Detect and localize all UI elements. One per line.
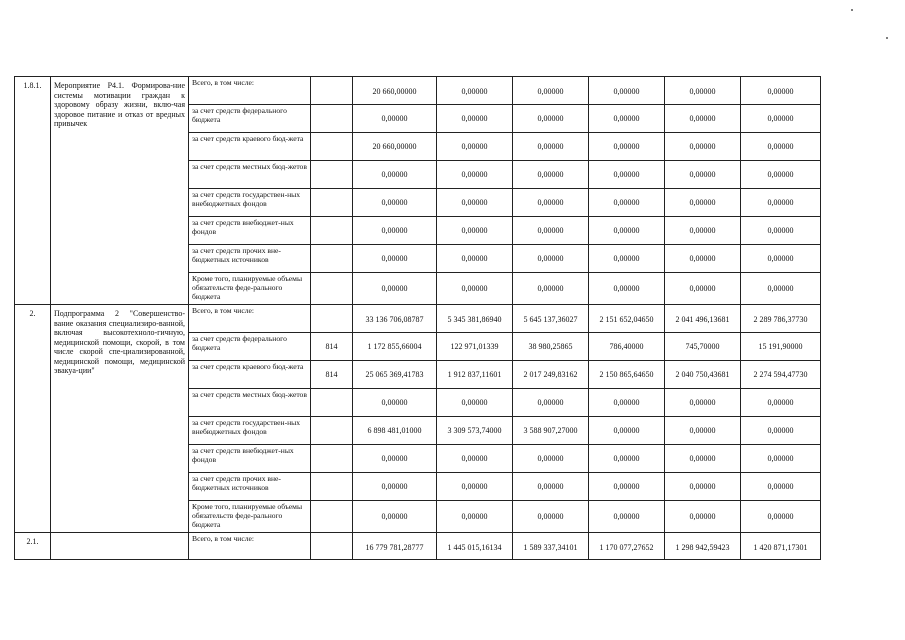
- amount-cell: 0,00000: [513, 445, 589, 473]
- amount-cell: 20 660,00000: [353, 77, 437, 105]
- amount-cell: 25 065 369,41783: [353, 361, 437, 389]
- funding-source: за счет средств краевого бюд-жета: [189, 133, 311, 161]
- funding-source: за счет средств федерального бюджета: [189, 333, 311, 361]
- amount-cell: 15 191,90000: [741, 333, 821, 361]
- row-index: 2.1.: [15, 533, 51, 560]
- funding-source: за счет средств прочих вне-бюджетных источников: [189, 245, 311, 273]
- amount-cell: 0,00000: [513, 77, 589, 105]
- amount-cell: 1 589 337,34101: [513, 533, 589, 560]
- amount-cell: 1 172 855,66004: [353, 333, 437, 361]
- amount-cell: 0,00000: [665, 133, 741, 161]
- budget-code: [311, 473, 353, 501]
- amount-cell: 0,00000: [741, 501, 821, 533]
- amount-cell: 2 041 496,13681: [665, 305, 741, 333]
- amount-cell: 0,00000: [665, 105, 741, 133]
- amount-cell: 0,00000: [665, 473, 741, 501]
- amount-cell: 0,00000: [741, 389, 821, 417]
- amount-cell: 0,00000: [353, 273, 437, 305]
- table-row: [15, 533, 821, 560]
- row-index: 1.8.1.: [15, 77, 51, 305]
- amount-cell: 6 898 481,01000: [353, 417, 437, 445]
- amount-cell: 0,00000: [353, 473, 437, 501]
- amount-cell: 0,00000: [437, 389, 513, 417]
- funding-source: Кроме того, планируемые объемы обязательств феде-рального бюджета: [189, 273, 311, 305]
- program-name: [51, 533, 189, 560]
- funding-source: за счет средств краевого бюд-жета: [189, 361, 311, 389]
- amount-cell: 0,00000: [437, 445, 513, 473]
- amount-cell: 0,00000: [589, 245, 665, 273]
- amount-cell: 0,00000: [437, 189, 513, 217]
- amount-cell: 0,00000: [665, 245, 741, 273]
- amount-cell: 0,00000: [589, 105, 665, 133]
- amount-cell: 0,00000: [665, 445, 741, 473]
- amount-cell: 0,00000: [353, 105, 437, 133]
- amount-cell: 0,00000: [589, 417, 665, 445]
- amount-cell: 20 660,00000: [353, 133, 437, 161]
- table-row: [15, 77, 821, 105]
- funding-source: за счет средств внебюджет-ных фондов: [189, 445, 311, 473]
- amount-cell: 0,00000: [589, 445, 665, 473]
- amount-cell: 0,00000: [589, 133, 665, 161]
- amount-cell: 1 420 871,17301: [741, 533, 821, 560]
- amount-cell: 0,00000: [665, 77, 741, 105]
- amount-cell: 0,00000: [665, 501, 741, 533]
- amount-cell: 0,00000: [741, 189, 821, 217]
- amount-cell: 0,00000: [665, 273, 741, 305]
- budget-code: [311, 445, 353, 473]
- amount-cell: 0,00000: [741, 217, 821, 245]
- amount-cell: 0,00000: [741, 133, 821, 161]
- amount-cell: 0,00000: [741, 161, 821, 189]
- amount-cell: 2 040 750,43681: [665, 361, 741, 389]
- program-name: Подпрограмма 2 "Совершенство-вание оказания специализиро-ванной, включая высокотехноло-гичную, медицинской помощи, скорой, в том числе скорой спе-циализированной, медицинской помощи, медицинской эвакуа-ции": [51, 305, 189, 533]
- amount-cell: 3 588 907,27000: [513, 417, 589, 445]
- funding-source: за счет средств федерального бюджета: [189, 105, 311, 133]
- amount-cell: 0,00000: [665, 417, 741, 445]
- amount-cell: 0,00000: [741, 77, 821, 105]
- budget-code: [311, 189, 353, 217]
- budget-code: [311, 533, 353, 560]
- funding-source: Кроме того, планируемые объемы обязательств феде-рального бюджета: [189, 501, 311, 533]
- amount-cell: 2 017 249,83162: [513, 361, 589, 389]
- funding-source: за счет средств местных бюд-жетов: [189, 389, 311, 417]
- amount-cell: 1 298 942,59423: [665, 533, 741, 560]
- amount-cell: 0,00000: [353, 245, 437, 273]
- amount-cell: 0,00000: [437, 133, 513, 161]
- funding-source: Всего, в том числе:: [189, 77, 311, 105]
- amount-cell: 0,00000: [665, 161, 741, 189]
- amount-cell: 0,00000: [513, 133, 589, 161]
- amount-cell: 0,00000: [437, 245, 513, 273]
- amount-cell: 0,00000: [741, 445, 821, 473]
- budget-code: [311, 133, 353, 161]
- amount-cell: 0,00000: [513, 273, 589, 305]
- amount-cell: 2 289 786,37730: [741, 305, 821, 333]
- budget-code: [311, 217, 353, 245]
- amount-cell: 0,00000: [353, 445, 437, 473]
- amount-cell: 122 971,01339: [437, 333, 513, 361]
- amount-cell: 16 779 781,28777: [353, 533, 437, 560]
- amount-cell: 0,00000: [353, 161, 437, 189]
- amount-cell: 0,00000: [665, 217, 741, 245]
- amount-cell: 0,00000: [513, 389, 589, 417]
- amount-cell: 0,00000: [589, 389, 665, 417]
- amount-cell: 1 445 015,16134: [437, 533, 513, 560]
- amount-cell: 0,00000: [437, 473, 513, 501]
- budget-code: [311, 389, 353, 417]
- funding-source: за счет средств местных бюд-жетов: [189, 161, 311, 189]
- funding-source: за счет средств внебюджет-ных фондов: [189, 217, 311, 245]
- amount-cell: 0,00000: [513, 161, 589, 189]
- amount-cell: 0,00000: [513, 189, 589, 217]
- budget-code: [311, 417, 353, 445]
- amount-cell: 5 345 381,86940: [437, 305, 513, 333]
- program-name: Мероприятие Р4.1. Формирова-ние системы мотивации граждан к здоровому образу жизни, вклю-чая здоровое питание и отказ от вредных привычек: [51, 77, 189, 305]
- amount-cell: 0,00000: [589, 473, 665, 501]
- amount-cell: 0,00000: [741, 273, 821, 305]
- amount-cell: 0,00000: [353, 217, 437, 245]
- amount-cell: 0,00000: [665, 389, 741, 417]
- amount-cell: 0,00000: [353, 501, 437, 533]
- amount-cell: 5 645 137,36027: [513, 305, 589, 333]
- amount-cell: 3 309 573,74000: [437, 417, 513, 445]
- budget-table: [14, 76, 821, 560]
- amount-cell: 0,00000: [589, 77, 665, 105]
- scan-speck: [851, 9, 853, 11]
- amount-cell: 0,00000: [353, 189, 437, 217]
- amount-cell: 0,00000: [513, 245, 589, 273]
- amount-cell: 0,00000: [589, 501, 665, 533]
- amount-cell: 0,00000: [513, 473, 589, 501]
- funding-source: за счет средств государствен-ных внебюджетных фондов: [189, 417, 311, 445]
- amount-cell: 0,00000: [589, 161, 665, 189]
- table-row: [15, 305, 821, 333]
- amount-cell: 0,00000: [437, 161, 513, 189]
- amount-cell: 0,00000: [589, 273, 665, 305]
- amount-cell: 1 170 077,27652: [589, 533, 665, 560]
- amount-cell: 0,00000: [665, 189, 741, 217]
- budget-code: [311, 105, 353, 133]
- amount-cell: 786,40000: [589, 333, 665, 361]
- amount-cell: 0,00000: [437, 105, 513, 133]
- amount-cell: 0,00000: [353, 389, 437, 417]
- funding-source: за счет средств прочих вне-бюджетных источников: [189, 473, 311, 501]
- amount-cell: 745,70000: [665, 333, 741, 361]
- amount-cell: 0,00000: [741, 473, 821, 501]
- amount-cell: 33 136 706,08787: [353, 305, 437, 333]
- amount-cell: 0,00000: [513, 217, 589, 245]
- amount-cell: 0,00000: [741, 105, 821, 133]
- budget-code: [311, 305, 353, 333]
- amount-cell: 0,00000: [437, 217, 513, 245]
- amount-cell: 0,00000: [589, 189, 665, 217]
- row-index: 2.: [15, 305, 51, 533]
- budget-code: [311, 245, 353, 273]
- amount-cell: 2 150 865,64650: [589, 361, 665, 389]
- amount-cell: 2 151 652,04650: [589, 305, 665, 333]
- budget-code: [311, 273, 353, 305]
- budget-code: [311, 161, 353, 189]
- amount-cell: 0,00000: [513, 501, 589, 533]
- amount-cell: 0,00000: [437, 501, 513, 533]
- budget-code: 814: [311, 333, 353, 361]
- budget-code: [311, 501, 353, 533]
- funding-source: Всего, в том числе:: [189, 533, 311, 560]
- amount-cell: 1 912 837,11601: [437, 361, 513, 389]
- amount-cell: 0,00000: [513, 105, 589, 133]
- funding-source: за счет средств государствен-ных внебюджетных фондов: [189, 189, 311, 217]
- budget-table-sheet: [14, 76, 821, 560]
- funding-source: Всего, в том числе:: [189, 305, 311, 333]
- amount-cell: 0,00000: [741, 245, 821, 273]
- budget-code: [311, 77, 353, 105]
- amount-cell: 2 274 594,47730: [741, 361, 821, 389]
- amount-cell: 0,00000: [741, 417, 821, 445]
- amount-cell: 0,00000: [437, 77, 513, 105]
- amount-cell: 0,00000: [437, 273, 513, 305]
- amount-cell: 0,00000: [589, 217, 665, 245]
- budget-code: 814: [311, 361, 353, 389]
- amount-cell: 38 980,25865: [513, 333, 589, 361]
- scan-speck: [886, 37, 888, 39]
